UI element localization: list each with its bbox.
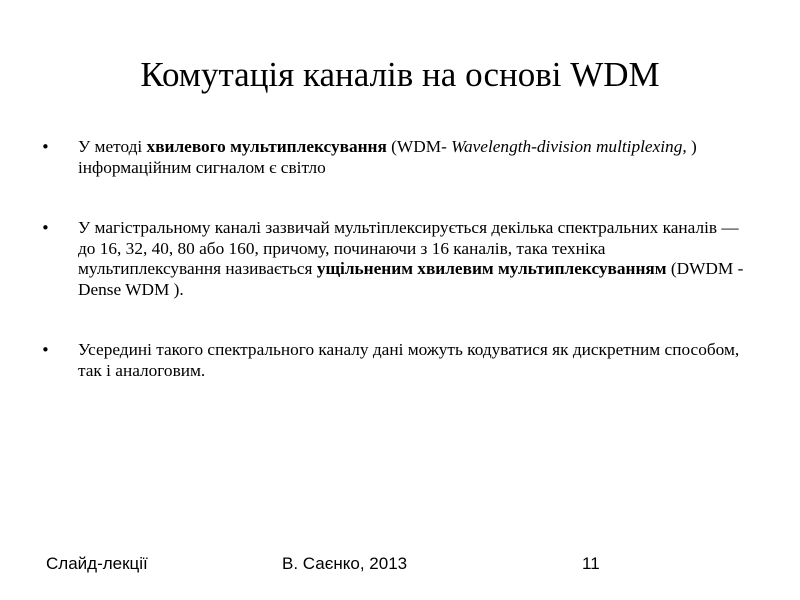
bullet-italic-term: Wavelength-division multiplexing,: [451, 137, 687, 156]
bullet-item-wdm: [40, 137, 750, 178]
bullet-text: (WDM-: [386, 137, 452, 156]
bullet-text: Усередині такого спектрального каналу дані можуть кодуватися як дискретним способом, так і аналоговим.: [78, 340, 740, 380]
footer-lecture-label: Слайд-лекції: [46, 554, 148, 573]
bullet-item-coding: [40, 340, 750, 381]
bullet-dot-icon: •: [41, 138, 50, 156]
footer-page-number: 11: [582, 554, 600, 573]
bullet-dot-icon: •: [41, 219, 50, 237]
bullet-bold-term: хвилевого мультиплексування: [146, 137, 387, 156]
bullet-text: ) інформаційним сигналом є світло: [78, 137, 697, 177]
bullet-item-dwdm: [40, 218, 750, 300]
bullet-dot-icon: •: [41, 341, 50, 359]
bullet-text: У методі: [78, 137, 147, 156]
bullet-list: [40, 137, 750, 421]
footer-author: В. Саєнко, 2013: [282, 554, 408, 573]
bullet-text: (DWDM -Dense WDM ).: [78, 259, 744, 299]
bullet-bold-term: ущільненим хвилевим мультиплексуванням: [316, 259, 667, 278]
bullet-text: У магістральному каналі зазвичай мультіплексирується декілька спектральних каналів — до 16, 32, 40, 80 або 160, причому, починаючи з 16 каналів, така техніка мультиплексування називається: [78, 218, 739, 278]
slide-title: Комутація каналів на основі WDM: [140, 55, 660, 94]
